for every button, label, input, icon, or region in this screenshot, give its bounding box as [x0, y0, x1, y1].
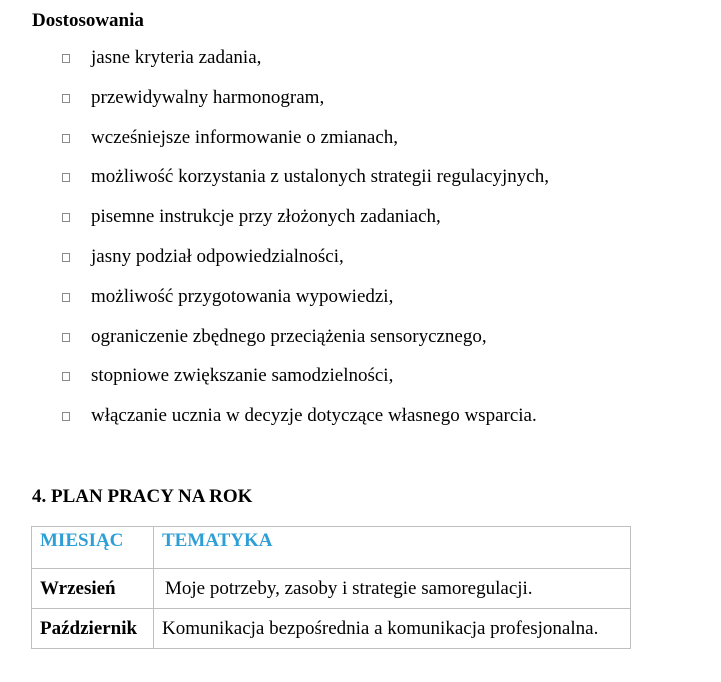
checkbox-bullet-icon	[62, 213, 70, 222]
topic-text: Moje potrzeby, zasoby i strategie samoregulacji.	[165, 577, 533, 599]
checkbox-bullet-icon	[62, 333, 70, 342]
topic-cell	[154, 609, 631, 649]
checkbox-bullet-icon	[62, 293, 70, 302]
adjustments-heading: Dostosowania	[32, 10, 144, 31]
checkbox-bullet-icon	[62, 412, 70, 421]
checkbox-bullet-icon	[62, 94, 70, 103]
table-header-row	[32, 527, 631, 569]
month-cell: Październik	[32, 609, 154, 649]
checkbox-bullet-icon	[62, 134, 70, 143]
table-row	[32, 609, 631, 649]
plan-heading: 4. PLAN PRACY NA ROK	[32, 486, 253, 507]
column-header-topic: TEMATYKA	[154, 527, 631, 569]
checkbox-bullet-icon	[62, 253, 70, 262]
topic-text: Komunikacja bezpośrednia a komunikacja profesjonalna.	[162, 617, 599, 639]
month-cell: Wrzesień	[32, 569, 154, 609]
checkbox-bullet-icon	[62, 54, 70, 63]
column-header-month: MIESIĄC	[32, 527, 154, 569]
table-row	[32, 569, 631, 609]
checkbox-bullet-icon	[62, 173, 70, 182]
plan-table	[31, 526, 631, 649]
topic-cell	[154, 569, 631, 609]
checkbox-bullet-icon	[62, 372, 70, 381]
